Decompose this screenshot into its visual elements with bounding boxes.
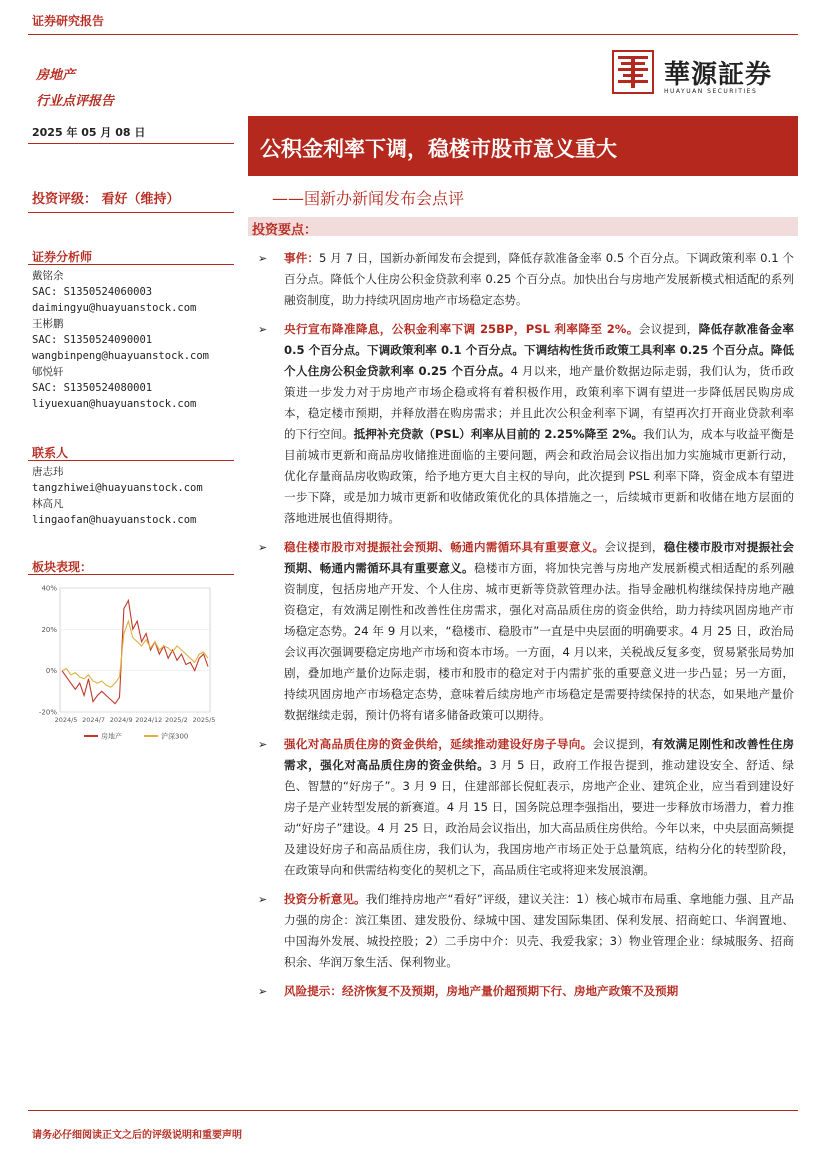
- x-tick-label: 2024/5: [54, 716, 78, 724]
- bullet-arrow-icon: ➢: [258, 541, 268, 554]
- bullet-arrow-icon: ➢: [258, 738, 268, 751]
- key-point-item: [258, 734, 794, 881]
- bullet-arrow-icon: ➢: [258, 893, 268, 906]
- bullet-arrow-icon: ➢: [258, 323, 268, 336]
- chart-frame: [60, 588, 210, 712]
- contact-line: 唐志玮: [32, 466, 64, 478]
- bullet-arrow-icon: ➢: [258, 985, 268, 998]
- key-point-item: [258, 319, 794, 529]
- x-tick-label: 2024/7: [82, 716, 106, 724]
- key-point-item: [258, 981, 794, 1002]
- key-point-text: 强化对高品质住房的资金供给，延续推动建设好房子导向。: [284, 737, 593, 751]
- analyst-list: [32, 268, 209, 412]
- report-title: 公积金利率下调，稳楼市股市意义重大: [260, 136, 617, 161]
- key-point-text: 事件：: [284, 251, 320, 265]
- legend-label: 房地产: [101, 732, 122, 741]
- footer-disclaimer: 请务必仔细阅读正文之后的评级说明和重要声明: [32, 1130, 242, 1141]
- key-point-item: [258, 889, 794, 973]
- report-date: 2025 年 05 月 08 日: [32, 126, 146, 139]
- key-point-item: [258, 248, 794, 311]
- analyst-line: 戴铭余: [32, 270, 64, 282]
- key-point-item: [258, 537, 794, 726]
- header-divider: [28, 34, 798, 35]
- y-tick-label: 40%: [41, 584, 57, 593]
- contacts-divider: [28, 460, 234, 461]
- logo-seal-icon: [612, 50, 654, 94]
- analysts-divider: [28, 264, 234, 265]
- series-line-real-estate: [62, 600, 208, 703]
- y-tick-label: -20%: [38, 708, 57, 717]
- perf-divider: [28, 574, 234, 575]
- key-points-title: 投资要点：: [252, 223, 318, 238]
- key-point-text: 风险提示：经济恢复不及预期，房地产量价超预期下行、房地产政策不及预期: [284, 984, 679, 998]
- investment-rating: 投资评级： 看好（维持）: [32, 192, 180, 207]
- key-point-text: 3 月 5 日，政府工作报告提到，推动建设安全、舒适、绿色、智慧的“好房子”。3 月 9 日，住建部部长倪虹表示，房地产企业、建筑企业，应当看到建设好房子是产业转型发展的新赛道。4 月 15 日，国务院总理李强指出，要进一步释放市场潜力，着力推动“好房子”建设。4 月 25 日，政治局会议指出，加大高品质住房供给。今年以来，中央层面高频提及建设好房子和高品质住房，我们认为，我国房地产市场正处于总量筑底，结构分化的转型阶段，在政策导向和供需结构变化的契机之下，高品质住宅或将迎来发展浪潮。: [284, 758, 794, 877]
- key-point-text: 我们认为，成本与收益平衡是目前城市更新和商品房收储推进面临的主要问题，两会和政治局会议指出加力实施城市更新行动，优化存量商品房收购政策，给予地方更大自主权的导向，此次提到 PSL 利率下降，资金成本有望进一步下降，或是加力城市更新和收储政策优化的具体措施之一，后续城市更新和收储在地方层面的落地进展也值得期待。: [284, 427, 794, 525]
- x-tick-label: 2025/2: [164, 716, 188, 724]
- key-points-banner: [248, 217, 798, 236]
- key-point-text: 会议提到，: [604, 540, 664, 554]
- analyst-line: wangbinpeng@huayuanstock.com: [32, 350, 210, 362]
- analyst-line: SAC: S1350524060003: [32, 286, 153, 298]
- footer-divider: [28, 1110, 798, 1111]
- key-point-text: 稳楼市方面，将加快完善与房地产发展新模式相适配的系列融资制度，包括房地产开发、个人住房、城市更新等贷款管理办法。指导金融机构继续保持房地产融资稳定，有效满足刚性和改善性住房需求，强化对高品质住房的资金供给，助力持续巩固房地产市场稳定态势。24 年 9 月以来，“稳楼市、稳股市”一直是中央层面的明确要求。4 月 25 日，政治局会议再次强调要稳定房地产市场和资本市场。一方面，4 月以来，关税战反复多变，贸易紧张局势加剧，叠加地产量价边际走弱，楼市和股市的稳定对于内需扩张的重要意义进一步凸显；另一方面，持续巩固房地产市场稳定态势，意味着后续房地产市场稳定是需要持续保持的状态，如果地产量价数据继续走弱，预计仍将有诸多储备政策可以期待。: [284, 561, 794, 722]
- contacts-title: 联系人: [32, 446, 69, 460]
- contact-line: lingaofan@huayuanstock.com: [32, 514, 197, 526]
- y-tick-label: 0%: [45, 667, 57, 676]
- sector-label: 房地产: [36, 68, 76, 83]
- contact-line: tangzhiwei@huayuanstock.com: [32, 482, 203, 494]
- header-label: 证券研究报告: [32, 14, 105, 28]
- key-point-text: 降低存款准备金率 0.5 个百分点。下调政策利率 0.1 个百分点。下调结构性货币政策工具利率 0.25 个百分点。降低个人住房公积金贷款利率 0.25 个百分点。: [284, 322, 794, 378]
- key-point-text: 央行宣布降准降息，公积金利率下调 25BP，PSL 利率降至 2%。: [284, 322, 639, 336]
- bullet-arrow-icon: ➢: [258, 252, 268, 265]
- y-tick-label: 20%: [41, 625, 57, 634]
- analyst-line: SAC: S1350524090001: [32, 334, 153, 346]
- key-point-text: 抵押补充贷款（PSL）利率从目前的 2.25%降至 2%。: [353, 427, 644, 441]
- perf-title: 板块表现：: [32, 560, 93, 574]
- key-point-text: 4 月以来，地产量价数据边际走弱，我们认为，货币政策进一步发力对于房地产市场企稳或将有着积极作用，政策利率下调有望进一步降低居民购房成本，稳定楼市预期，并释放潜在购房需求；并且此次公积金利率下调，有望再次打开商业贷款利率的下行空间。: [284, 364, 794, 441]
- analyst-line: liyuexuan@huayuanstock.com: [32, 398, 197, 410]
- contact-list: [32, 464, 203, 528]
- key-point-text: 5 月 7 日，国新办新闻发布会提到，降低存款准备金率 0.5 个百分点。下调政策利率 0.1 个百分点。降低个人住房公积金贷款利率 0.25 个百分点。加快出台与房地产发展新模式相适配的系列融资制度，助力持续巩固房地产市场稳定态势。: [284, 251, 794, 307]
- sector-performance-chart: [32, 580, 232, 750]
- logo-text: 華源証券: [664, 60, 773, 90]
- key-point-text: 投资分析意见。: [284, 892, 366, 906]
- rating-divider: [28, 212, 234, 213]
- date-divider: [28, 143, 234, 144]
- logo-subtext: HUAYUAN SECURITIES: [664, 88, 758, 95]
- report-subtitle: ——国新办新闻发布会点评: [272, 189, 465, 208]
- legend-label: 沪深300: [161, 732, 189, 741]
- key-point-text: 有效满足刚性和改善性住房需求，强化对高品质住房的资金供给。: [284, 737, 794, 772]
- analyst-line: 王彬鹏: [32, 318, 64, 330]
- x-tick-label: 2025/5: [192, 716, 216, 724]
- key-point-text: 稳住楼市股市对提振社会预期、畅通内需循环具有重要意义。: [284, 540, 605, 554]
- analyst-line: SAC: S1350524080001: [32, 382, 153, 394]
- key-point-text: 会议提到，: [592, 737, 652, 751]
- x-tick-label: 2024/9: [109, 716, 133, 724]
- report-type-label: 行业点评报告: [36, 94, 115, 109]
- series-line-csi300: [62, 621, 208, 687]
- key-point-text: 会议提到，: [638, 322, 699, 336]
- key-point-text: 我们维持房地产“看好”评级，建议关注：1）核心城市布局重、拿地能力强、且产品力强的房企：滨江集团、建发股份、绿城中国、建发国际集团、保利发展、招商蛇口、华润置地、中国海外发展、城投控股；2）二手房中介：贝壳、我爱我家；3）物业管理企业：绿城服务、招商积余、华润万象生活、保利物业。: [284, 892, 794, 969]
- x-tick-label: 2024/12: [135, 716, 163, 724]
- contact-line: 林高凡: [32, 498, 64, 510]
- key-point-text: 稳住楼市股市对提振社会预期、畅通内需循环具有重要意义。: [284, 540, 794, 575]
- key-points-list: [258, 248, 794, 1010]
- analysts-title: 证券分析师: [32, 250, 93, 264]
- analyst-line: daimingyu@huayuanstock.com: [32, 302, 197, 314]
- analyst-line: 郇悦轩: [32, 366, 64, 378]
